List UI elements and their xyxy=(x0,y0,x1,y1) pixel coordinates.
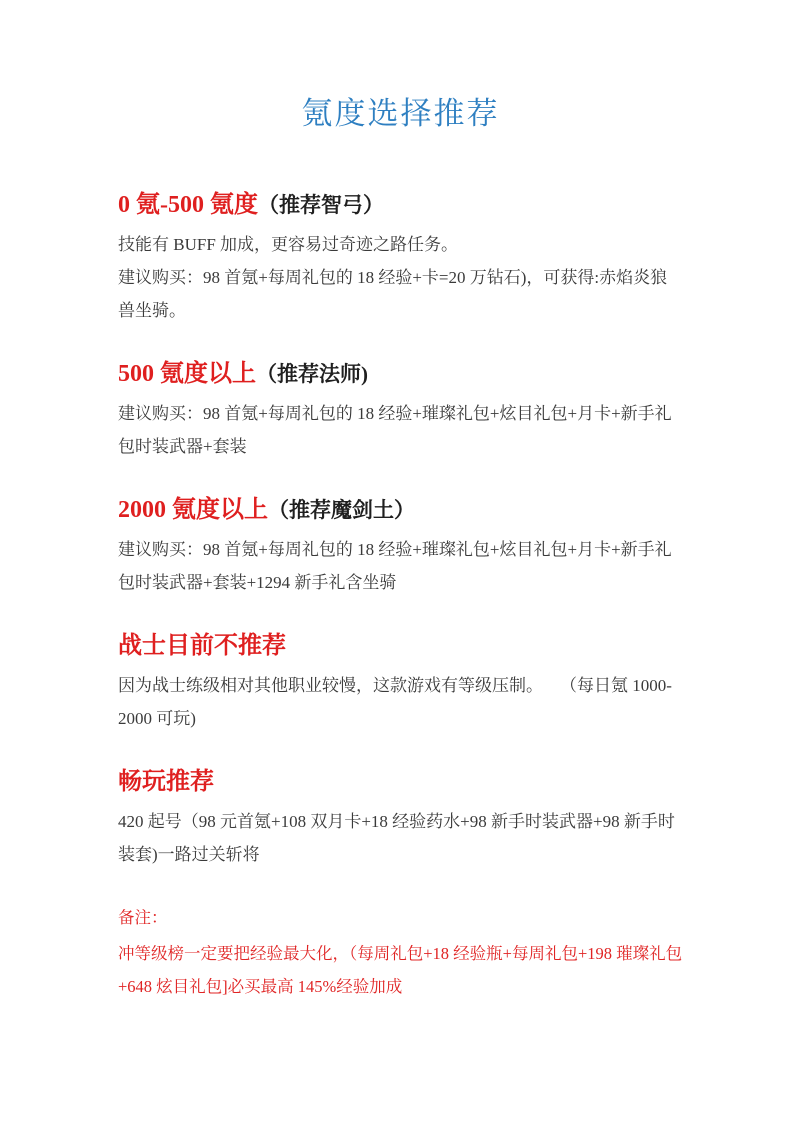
section-paragraph: 建议购买：98 首氪+每周礼包的 18 经验+璀璨礼包+炫目礼包+月卡+新手礼包时装武器+套装+1294 新手礼含坐骑 xyxy=(118,540,672,592)
section-heading-range: 畅玩推荐 xyxy=(118,769,214,795)
section-paragraph: 技能有 BUFF 加成，更容易过奇迹之路任务。 xyxy=(118,235,459,254)
section-heading-class-note: （推荐智弓） xyxy=(258,193,384,217)
section-casual-play xyxy=(118,765,683,871)
section-heading xyxy=(118,765,683,799)
notes-line: 冲等级榜一定要把经验最大化，（每周礼包+18 经验瓶+每周礼包+198 璀璨礼包+648 炫目礼包]必买最高 145%经验加成 xyxy=(118,944,683,996)
section-heading xyxy=(118,493,683,527)
notes-block xyxy=(118,903,683,1003)
section-heading xyxy=(118,357,683,391)
section-heading-range: 2000 氪度以上 xyxy=(118,497,268,523)
section-heading-class-note: （推荐魔剑土） xyxy=(268,498,415,522)
section-paragraph: 420 起号（98 元首氪+108 双月卡+18 经验药水+98 新手时装武器+98 新手时装套)一路过关斩将 xyxy=(118,812,675,864)
section-heading-class-note: （推荐法师) xyxy=(256,362,368,386)
section-paragraph: 建议购买：98 首氪+每周礼包的 18 经验+卡=20 万钻石)，可获得:赤焰炎狼兽坐骑。 xyxy=(118,268,668,320)
section-heading xyxy=(118,629,683,663)
page-title: 氪度选择推荐 xyxy=(301,96,500,131)
section-0-500-krypton xyxy=(118,188,683,327)
section-500-plus-krypton xyxy=(118,357,683,463)
section-heading-range: 0 氪-500 氪度 xyxy=(118,192,258,218)
section-2000-plus-krypton xyxy=(118,493,683,599)
notes-label: 备注： xyxy=(118,908,168,927)
section-heading xyxy=(118,188,683,222)
section-warrior-not-recommended xyxy=(118,629,683,735)
section-paragraph: 因为战士练级相对其他职业较慢，这款游戏有等级压制。 （每日氪 1000-2000 可玩) xyxy=(118,676,672,728)
section-heading-range: 500 氪度以上 xyxy=(118,361,256,387)
section-paragraph: 建议购买：98 首氪+每周礼包的 18 经验+璀璨礼包+炫目礼包+月卡+新手礼包时装武器+套装 xyxy=(118,404,672,456)
section-heading-range: 战士目前不推荐 xyxy=(118,633,286,659)
